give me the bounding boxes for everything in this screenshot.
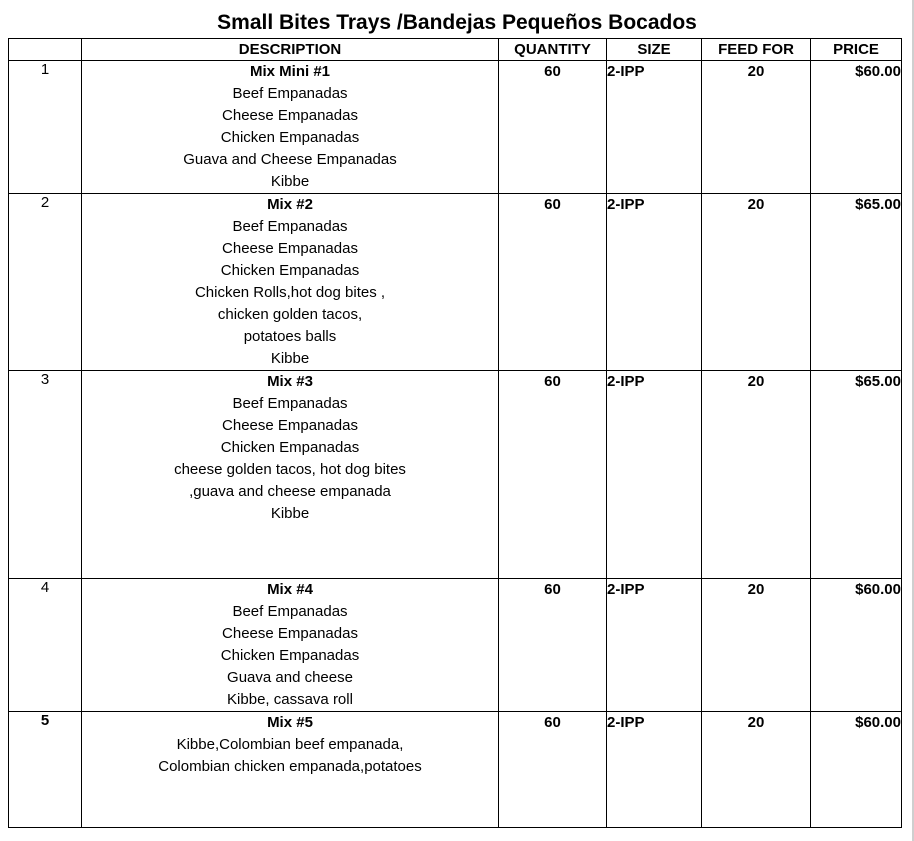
mix-name: Mix #5 [267,714,313,731]
row-price: $60.00 [811,712,902,828]
table-row [9,579,902,712]
item-line: Chicken Rolls,hot dog bites , [194,284,386,301]
row-price: $60.00 [811,61,902,194]
row-feed-for: 20 [702,194,811,371]
row-number: 2 [9,194,82,371]
item-line: Kibbe [270,173,310,190]
item-line: Guava and Cheese Empanadas [183,151,397,168]
item-line: potatoes balls [243,328,337,345]
header-feed-for: FEED FOR [702,39,811,61]
row-size: 2-IPP [607,61,702,194]
mix-name: Mix #2 [267,196,313,213]
table-row [9,61,902,194]
row-number: 4 [9,579,82,712]
item-line: ,guava and cheese empanada [189,483,391,500]
row-feed-for: 20 [702,579,811,712]
row-description [82,579,499,712]
item-line: Chicken Empanadas [220,129,360,146]
mix-name: Mix #4 [267,581,313,598]
item-line: Cheese Empanadas [222,240,358,257]
row-number: 3 [9,371,82,579]
item-line: Kibbe, cassava roll [227,691,353,708]
row-feed-for: 20 [702,61,811,194]
row-quantity: 60 [499,61,607,194]
row-size: 2-IPP [607,579,702,712]
header-number [9,39,82,61]
row-description [82,371,499,579]
row-price: $65.00 [811,371,902,579]
row-price: $65.00 [811,194,902,371]
item-line: Kibbe [270,505,310,522]
item-line: Beef Empanadas [232,85,348,102]
item-line: Chicken Empanadas [220,647,360,664]
row-quantity: 60 [499,712,607,828]
header-description: DESCRIPTION [82,39,499,61]
row-quantity: 60 [499,579,607,712]
item-line: cheese golden tacos, hot dog bites [174,461,406,478]
item-line: Colombian chicken empanada,potatoes [158,758,422,775]
item-line: chicken golden tacos, [217,306,363,323]
table-row [9,194,902,371]
row-description [82,712,499,828]
row-description [82,61,499,194]
row-quantity: 60 [499,194,607,371]
row-feed-for: 20 [702,712,811,828]
item-line: Beef Empanadas [232,395,348,412]
item-line: Beef Empanadas [232,218,348,235]
item-line: Chicken Empanadas [220,262,360,279]
row-size: 2-IPP [607,371,702,579]
item-line: Beef Empanadas [232,603,348,620]
row-number: 1 [9,61,82,194]
item-line: Kibbe,Colombian beef empanada, [176,736,404,753]
item-line: Cheese Empanadas [222,625,358,642]
table-row [9,371,902,579]
table-row [9,712,902,828]
row-size: 2-IPP [607,712,702,828]
item-line: Cheese Empanadas [222,417,358,434]
row-size: 2-IPP [607,194,702,371]
row-quantity: 60 [499,371,607,579]
page-title: Small Bites Trays /Bandejas Pequeños Bocados [217,11,697,34]
item-line: Guava and cheese [227,669,353,686]
header-quantity: QUANTITY [499,39,607,61]
row-price: $60.00 [811,579,902,712]
header-row [9,39,902,61]
item-line: Cheese Empanadas [222,107,358,124]
row-description [82,194,499,371]
mix-name: Mix Mini #1 [249,63,331,80]
item-line: Chicken Empanadas [220,439,360,456]
mix-name: Mix #3 [267,373,313,390]
header-size: SIZE [607,39,702,61]
header-price: PRICE [811,39,902,61]
row-feed-for: 20 [702,371,811,579]
menu-table [8,38,902,828]
item-line: Kibbe [270,350,310,367]
row-number: 5 [9,712,82,828]
